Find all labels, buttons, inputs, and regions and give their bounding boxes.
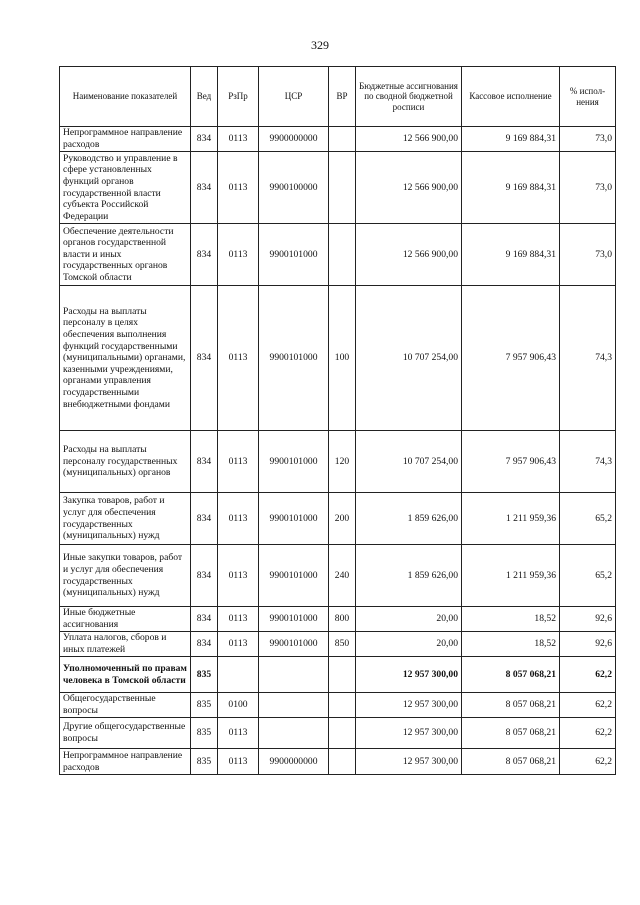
cell-vr <box>329 693 356 718</box>
cell-name: Расходы на выплаты персоналу в целях обеспечения выполнения функций государственными (муниципальными) органами, казенными учреждениями, органами управления государственными внебюджетными фондами <box>60 286 191 431</box>
cell-csr: 9900101000 <box>259 607 329 632</box>
cell-csr: 9900100000 <box>259 152 329 224</box>
cell-cash: 9 169 884,31 <box>462 224 560 286</box>
header-budget: Бюджетные ассигнования по сводной бюджетной росписи <box>356 67 462 127</box>
header-cash: Кассовое исполнение <box>462 67 560 127</box>
cell-csr: 9900101000 <box>259 632 329 657</box>
cell-vr: 800 <box>329 607 356 632</box>
cell-cash: 9 169 884,31 <box>462 152 560 224</box>
table-row <box>60 545 616 607</box>
cell-csr <box>259 657 329 693</box>
cell-name: Закупка товаров, работ и услуг для обеспечения государственных (муниципальных) нужд <box>60 493 191 545</box>
cell-ved: 834 <box>191 431 218 493</box>
cell-ved: 834 <box>191 545 218 607</box>
table-row <box>60 749 616 775</box>
cell-ved: 834 <box>191 286 218 431</box>
cell-budget: 20,00 <box>356 607 462 632</box>
cell-csr: 9900000000 <box>259 127 329 152</box>
cell-ved: 834 <box>191 127 218 152</box>
cell-budget: 12 957 300,00 <box>356 657 462 693</box>
cell-percent: 62,2 <box>560 657 616 693</box>
cell-budget: 12 566 900,00 <box>356 152 462 224</box>
cell-rzpr: 0113 <box>218 718 259 749</box>
cell-percent: 74,3 <box>560 431 616 493</box>
header-ved: Вед <box>191 67 218 127</box>
cell-ved: 835 <box>191 693 218 718</box>
cell-ved: 834 <box>191 152 218 224</box>
cell-rzpr: 0113 <box>218 286 259 431</box>
header-percent: % испол-нения <box>560 67 616 127</box>
cell-rzpr: 0113 <box>218 431 259 493</box>
cell-csr: 9900101000 <box>259 224 329 286</box>
cell-vr <box>329 152 356 224</box>
table-row <box>60 718 616 749</box>
cell-name: Руководство и управление в сфере установленных функций органов государственной власти субъекта Российской Федерации <box>60 152 191 224</box>
cell-csr <box>259 718 329 749</box>
cell-percent: 92,6 <box>560 607 616 632</box>
header-vr: ВР <box>329 67 356 127</box>
header-rzpr: РзПр <box>218 67 259 127</box>
cell-cash: 1 211 959,36 <box>462 493 560 545</box>
cell-rzpr: 0113 <box>218 224 259 286</box>
cell-budget: 10 707 254,00 <box>356 286 462 431</box>
cell-csr <box>259 693 329 718</box>
page-number: 329 <box>311 38 329 52</box>
cell-ved: 834 <box>191 224 218 286</box>
table-row <box>60 493 616 545</box>
table-row <box>60 607 616 632</box>
cell-cash: 8 057 068,21 <box>462 749 560 775</box>
table-row <box>60 693 616 718</box>
cell-name: Общегосударственные вопросы <box>60 693 191 718</box>
cell-name: Уплата налогов, сборов и иных платежей <box>60 632 191 657</box>
table-row <box>60 224 616 286</box>
cell-vr <box>329 127 356 152</box>
cell-ved: 835 <box>191 749 218 775</box>
cell-ved: 835 <box>191 718 218 749</box>
cell-vr: 850 <box>329 632 356 657</box>
table-row <box>60 657 616 693</box>
cell-budget: 1 859 626,00 <box>356 493 462 545</box>
cell-percent: 62,2 <box>560 718 616 749</box>
cell-name: Расходы на выплаты персоналу государственных (муниципальных) органов <box>60 431 191 493</box>
cell-budget: 12 957 300,00 <box>356 749 462 775</box>
cell-cash: 9 169 884,31 <box>462 127 560 152</box>
cell-budget: 10 707 254,00 <box>356 431 462 493</box>
cell-vr: 100 <box>329 286 356 431</box>
cell-budget: 1 859 626,00 <box>356 545 462 607</box>
cell-cash: 7 957 906,43 <box>462 286 560 431</box>
cell-percent: 73,0 <box>560 152 616 224</box>
cell-name: Непрограммное направление расходов <box>60 749 191 775</box>
cell-vr <box>329 749 356 775</box>
cell-name: Обеспечение деятельности органов государственной власти и иных государственных органов Томской области <box>60 224 191 286</box>
cell-vr: 240 <box>329 545 356 607</box>
cell-budget: 12 957 300,00 <box>356 693 462 718</box>
cell-budget: 20,00 <box>356 632 462 657</box>
cell-cash: 18,52 <box>462 632 560 657</box>
cell-rzpr <box>218 657 259 693</box>
cell-ved: 835 <box>191 657 218 693</box>
cell-name: Непрограммное направление расходов <box>60 127 191 152</box>
cell-percent: 62,2 <box>560 749 616 775</box>
cell-ved: 834 <box>191 632 218 657</box>
cell-cash: 1 211 959,36 <box>462 545 560 607</box>
header-csr: ЦСР <box>259 67 329 127</box>
cell-percent: 62,2 <box>560 693 616 718</box>
cell-csr: 9900101000 <box>259 431 329 493</box>
cell-rzpr: 0100 <box>218 693 259 718</box>
cell-vr: 200 <box>329 493 356 545</box>
cell-cash: 7 957 906,43 <box>462 431 560 493</box>
table-row <box>60 632 616 657</box>
cell-rzpr: 0113 <box>218 632 259 657</box>
cell-cash: 18,52 <box>462 607 560 632</box>
cell-name: Иные бюджетные ассигнования <box>60 607 191 632</box>
cell-rzpr: 0113 <box>218 127 259 152</box>
cell-cash: 8 057 068,21 <box>462 718 560 749</box>
cell-csr: 9900101000 <box>259 493 329 545</box>
table-row <box>60 152 616 224</box>
table-row <box>60 431 616 493</box>
cell-cash: 8 057 068,21 <box>462 657 560 693</box>
cell-name: Другие общегосударственные вопросы <box>60 718 191 749</box>
cell-percent: 74,3 <box>560 286 616 431</box>
cell-budget: 12 957 300,00 <box>356 718 462 749</box>
cell-csr: 9900101000 <box>259 545 329 607</box>
header-name: Наименование показателей <box>60 67 191 127</box>
cell-rzpr: 0113 <box>218 607 259 632</box>
cell-vr <box>329 718 356 749</box>
cell-percent: 92,6 <box>560 632 616 657</box>
cell-vr <box>329 224 356 286</box>
cell-percent: 73,0 <box>560 224 616 286</box>
cell-name: Уполномоченный по правам человека в Томской области <box>60 657 191 693</box>
cell-rzpr: 0113 <box>218 493 259 545</box>
cell-percent: 73,0 <box>560 127 616 152</box>
budget-execution-table <box>59 66 616 775</box>
cell-csr: 9900000000 <box>259 749 329 775</box>
cell-ved: 834 <box>191 607 218 632</box>
cell-percent: 65,2 <box>560 545 616 607</box>
cell-rzpr: 0113 <box>218 545 259 607</box>
cell-cash: 8 057 068,21 <box>462 693 560 718</box>
cell-budget: 12 566 900,00 <box>356 127 462 152</box>
cell-rzpr: 0113 <box>218 749 259 775</box>
table-header-row <box>60 67 616 127</box>
cell-budget: 12 566 900,00 <box>356 224 462 286</box>
cell-name: Иные закупки товаров, работ и услуг для обеспечения государственных (муниципальных) нужд <box>60 545 191 607</box>
cell-vr <box>329 657 356 693</box>
table-row <box>60 286 616 431</box>
table-row <box>60 127 616 152</box>
cell-percent: 65,2 <box>560 493 616 545</box>
cell-vr: 120 <box>329 431 356 493</box>
cell-rzpr: 0113 <box>218 152 259 224</box>
cell-csr: 9900101000 <box>259 286 329 431</box>
cell-ved: 834 <box>191 493 218 545</box>
